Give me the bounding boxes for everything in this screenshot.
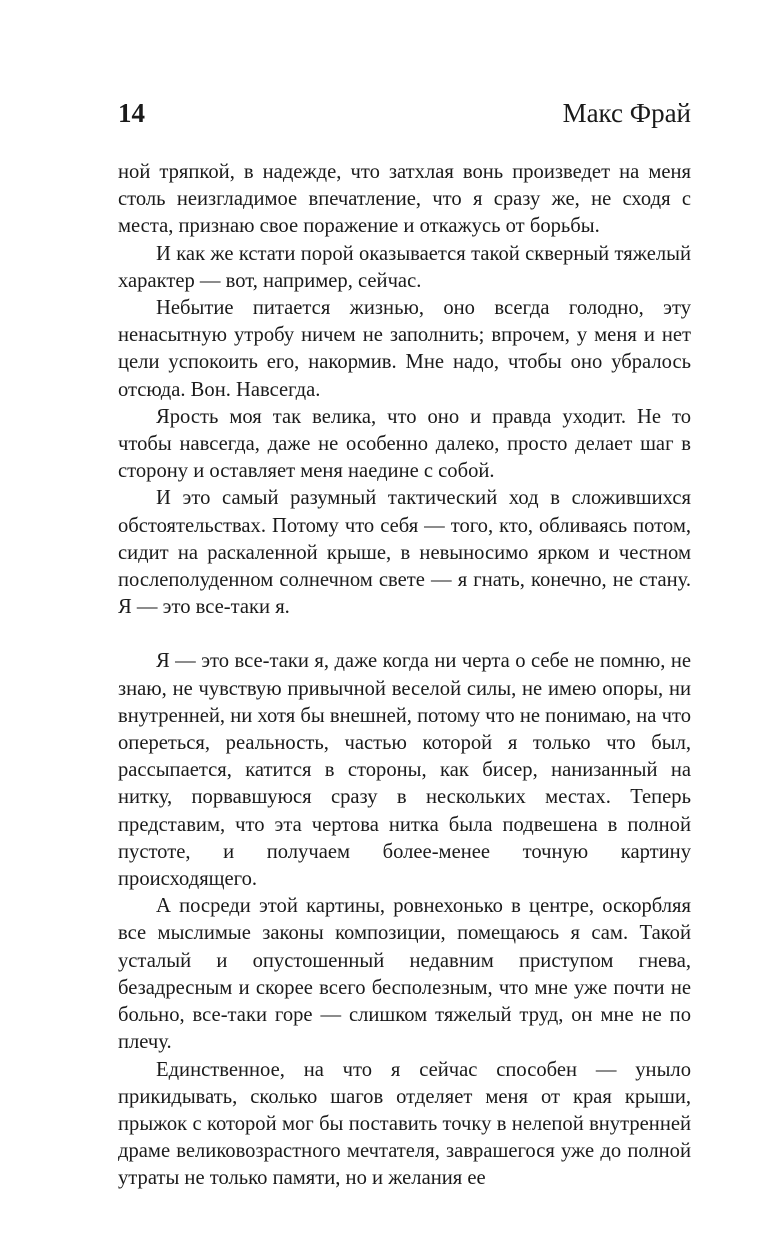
text-block	[118, 159, 691, 1193]
page-number: 14	[118, 98, 145, 128]
paragraph: Небытие питается жизнью, оно всегда голодно, эту ненасытную утробу ничем не заполнить; впрочем, у меня и нет цели успокоить его, накормив. Мне надо, чтобы оно убралось отсюда. Вон. Навсегда.	[118, 297, 691, 401]
paragraph: А посреди этой картины, ровнехонько в центре, оскорбляя все мыслимые законы композиции, помещаюсь я сам. Такой усталый и опустошенный недавним приступом гнева, безадресным и скорее всего бесполезным, что мне уже почти не больно, все-таки горе — слишком тяжелый труд, он мне не по плечу.	[118, 895, 691, 1054]
running-head	[118, 98, 691, 138]
paragraph: И это самый разумный тактический ход в сложившихся обстоятельствах. Потому что себя — того, кто, обливаясь потом, сидит на раскаленной крыше, в невыносимо ярком и честном послеполуденном солнечном свете — я гнать, конечно, не стану. Я — это все-таки я.	[118, 487, 691, 619]
paragraph: Ярость моя так велика, что оно и правда уходит. Не то чтобы навсегда, даже не особенно далеко, просто делает шаг в сторону и оставляет меня наедине с собой.	[118, 405, 691, 483]
paragraph-continuation: ной тряпкой, в надежде, что затхлая вонь произведет на меня столь неизгладимое впечатление, что я сразу же, не сходя с места, признаю свое поражение и откажусь от борьбы.	[118, 161, 691, 238]
section-break	[118, 621, 691, 648]
paragraph: Единственное, на что я сейчас способен — уныло прикидывать, сколько шагов отделяет меня от края крыши, прыжок с которой мог бы поставить точку в нелепой внутренней драме великовозрастного мечтателя, заврашегося уже до полной утраты не только памяти, но и желания ее	[118, 1058, 691, 1190]
book-author: Макс Фрай	[562, 98, 691, 128]
paragraph: Я — это все-таки я, даже когда ни черта о себе не помню, не знаю, не чувствую привычной веселой силы, не имею опоры, ни внутренней, ни хотя бы внешней, потому что не понимаю, на что опереться, реальность, частью которой я только что был, рассыпается, катится в стороны, как бисер, нанизанный на нитку, порвавшуюся сразу в нескольких местах. Теперь представим, что эта чертова нитка была подвешена в полной пустоте, и получаем более-менее точную картину происходящего.	[118, 650, 691, 891]
paragraph: И как же кстати порой оказывается такой скверный тяжелый характер — вот, например, сейчас.	[118, 242, 691, 292]
